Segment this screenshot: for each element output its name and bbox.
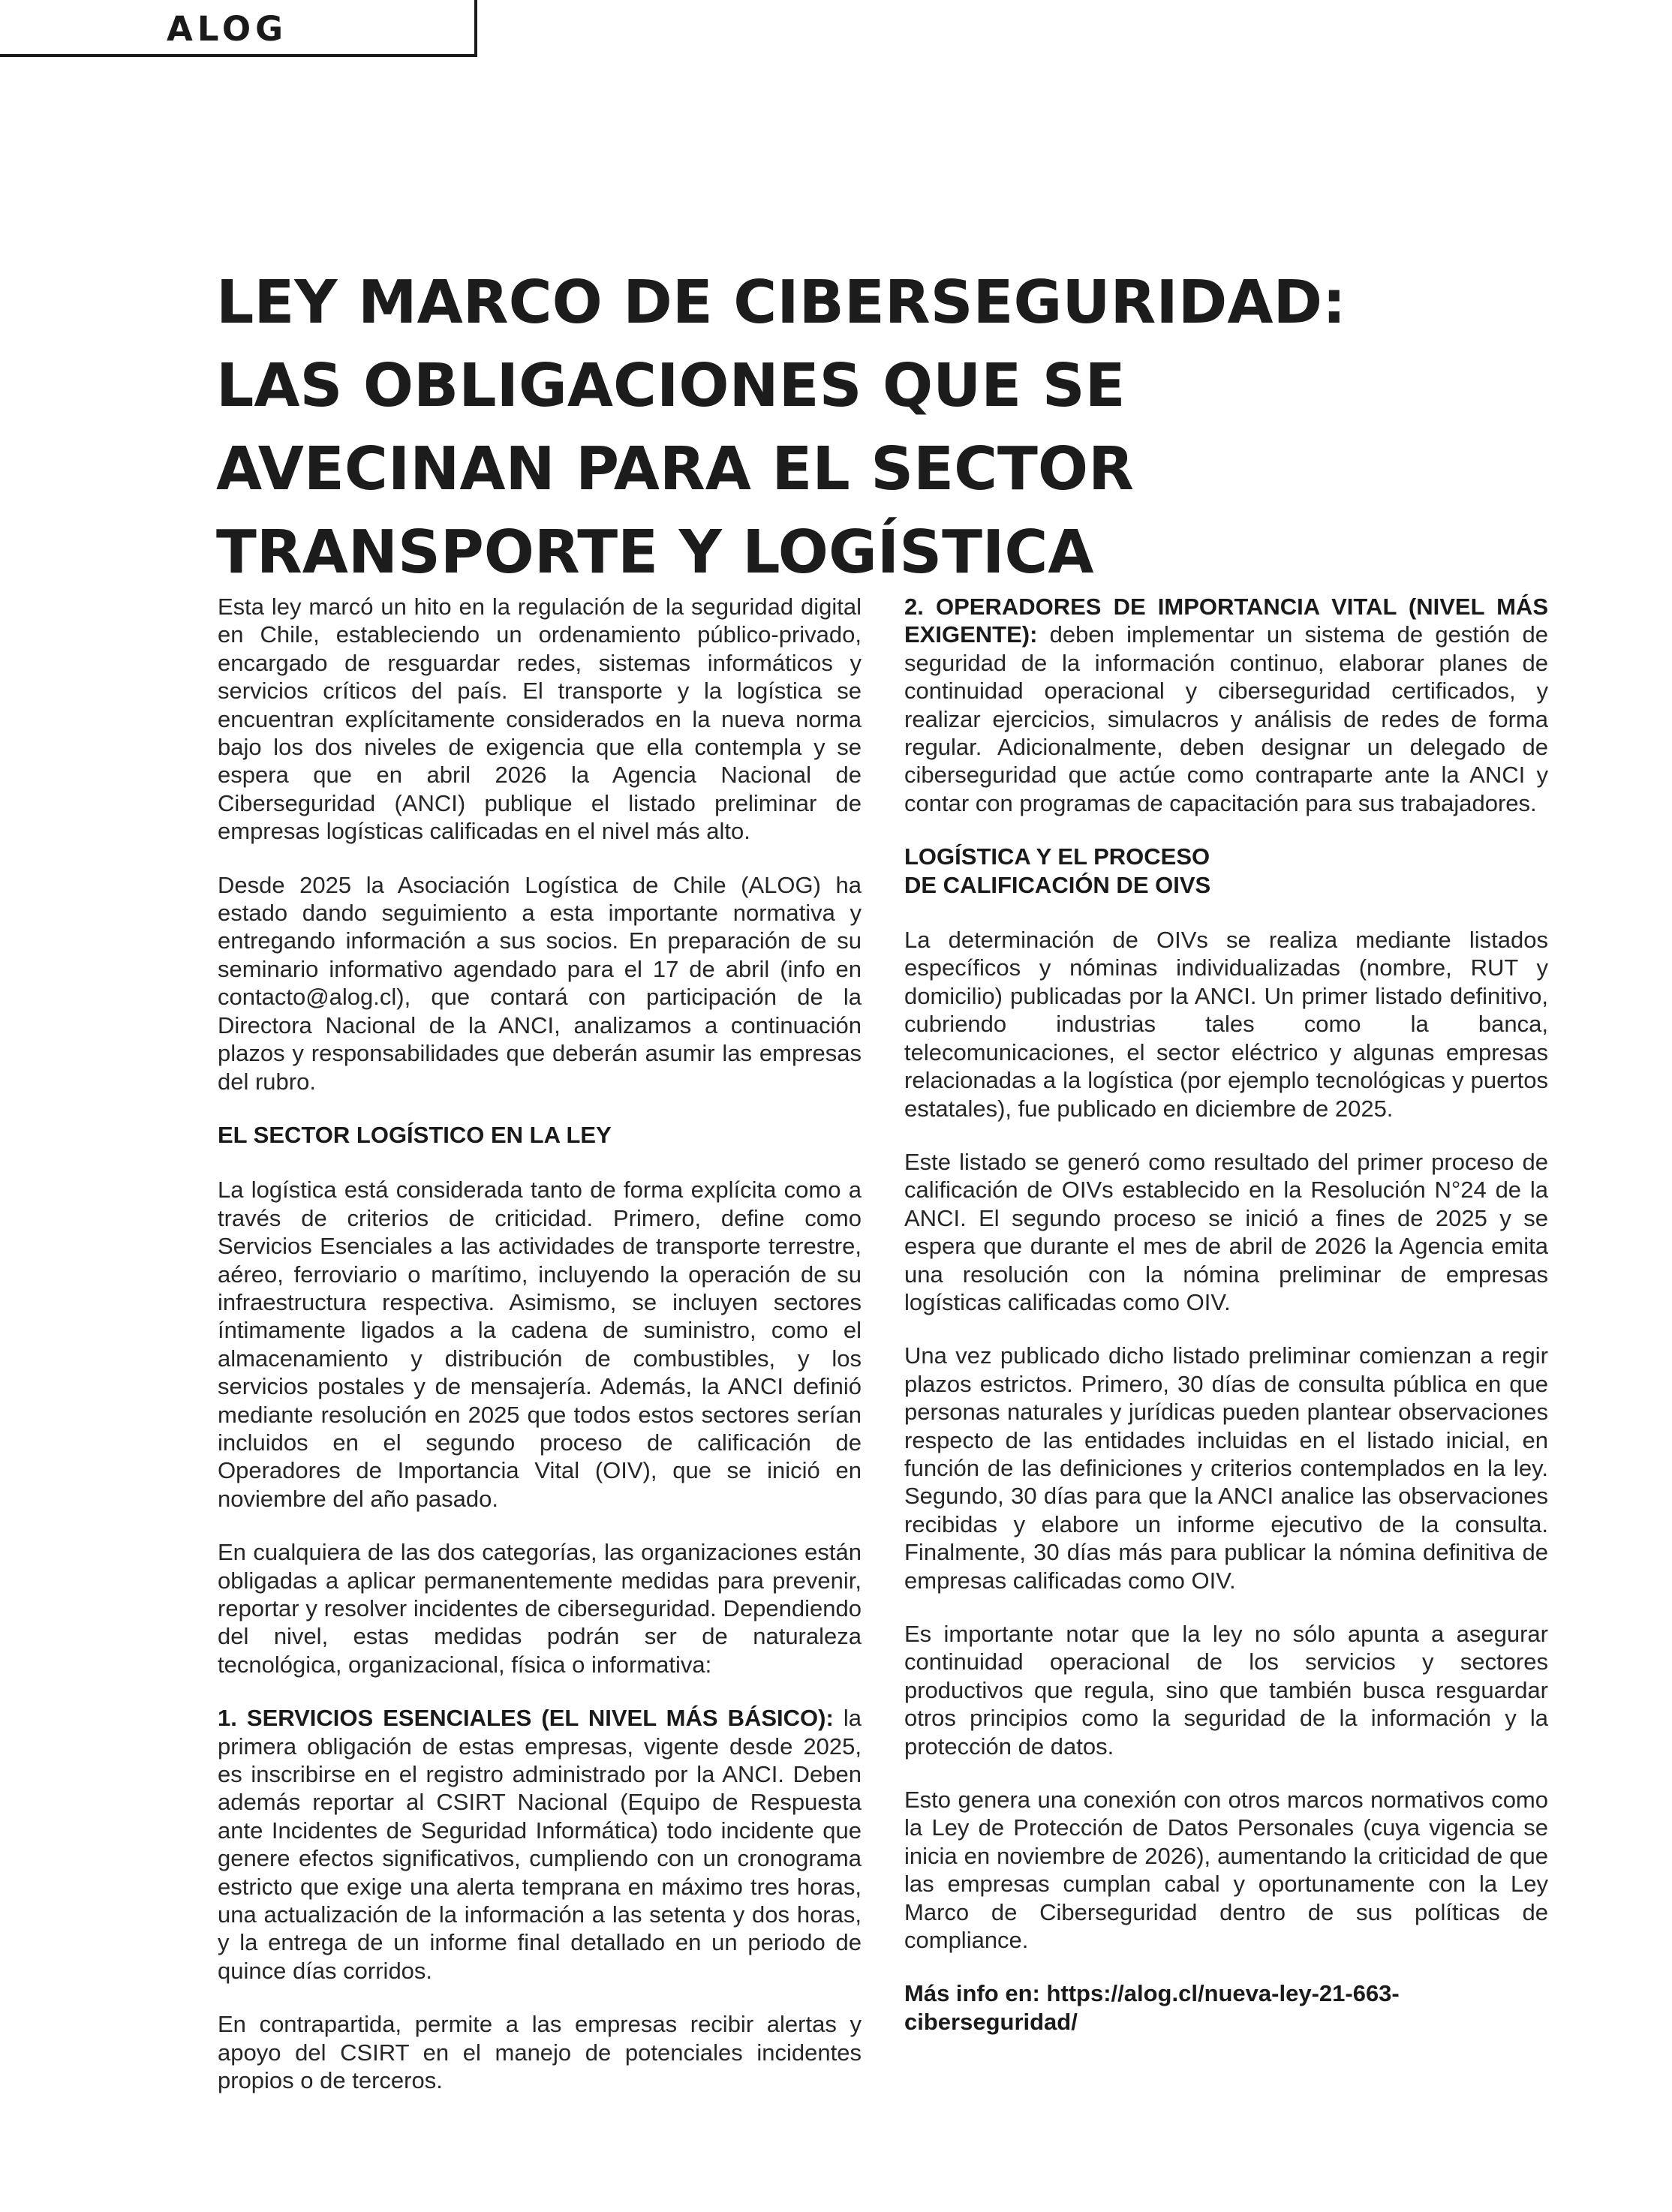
contrapartida-paragraph: En contrapartida, permite a las empresas recibir alertas y apoyo del CSIRT en el manejo de potenciales incidentes propios o de terceros. xyxy=(218,2011,862,2094)
more-info-link[interactable]: Más info en: https://alog.cl/nueva-ley-21-663-ciberseguridad/ xyxy=(904,1980,1400,2035)
section-tag-label: ALOG xyxy=(167,9,288,49)
headline-line-1: LEY MARCO DE CIBERSEGURIDAD: xyxy=(216,268,1346,337)
categories-paragraph: En cualquiera de las dos categorías, las organizaciones están obligadas a aplicar permanentemente medidas para prevenir, reportar y resolver incidentes de ciberseguridad. Dependiendo del nivel, estas medidas podrán ser de naturaleza tecnológica, organizacional, física o informativa: xyxy=(218,1539,862,1678)
servicios-esenciales-paragraph xyxy=(218,1704,862,1985)
alog-paragraph: Desde 2025 la Asociación Logística de Chile (ALOG) ha estado dando seguimiento a esta importante normativa y entregando información a sus socios. En preparación de su seminario informativo agendado para el 17 de abril (info en contacto@alog.cl), que contará con participación de la Directora Nacional de la ANCI, analizamos a continuación plazos y responsabilidades que deberán asumir las empresas del rubro. xyxy=(218,871,862,1095)
oiv-body: deben implementar un sistema de gestión de seguridad de la información continuo, elaborar planes de continuidad operacional y ciberseguridad certificados, y realizar ejercicios, simulacros y análisis de redes de forma regular. Adicionalmente, deben designar un delegado de ciberseguridad que actúe como contraparte ante la ANCI y contar con programas de capacitación para sus trabajadores. xyxy=(904,621,1548,816)
servicios-esenciales-body: la primera obligación de estas empresas, vigente desde 2025, es inscribirse en el registro administrado por la ANCI. Deben además reportar al CSIRT Nacional (Equipo de Respuesta ante Incidentes de Seguridad Informática) todo incidente que genere efectos significativos, cumpliendo con un cronograma estricto que exige una alerta temprana en máximo tres horas, una actualización de la información a las setenta y dos horas, y la entrega de un informe final detallado en un periodo de quince días corridos. xyxy=(218,1705,862,1984)
section-heading-calificacion xyxy=(904,843,1548,899)
headline-line-4: TRANSPORTE Y LOGÍSTICA xyxy=(216,518,1094,587)
principios-paragraph: Es importante notar que la ley no sólo apunta a asegurar continuidad operacional de los servicios y sectores productivos que regula, sino que también busca resguardar otros principios como la seguridad de la información y la protección de datos. xyxy=(904,1621,1548,1760)
headline-line-2: LAS OBLIGACIONES QUE SE xyxy=(216,351,1126,420)
right-column xyxy=(904,593,1548,2061)
headline-line-3: AVECINAN PARA EL SECTOR xyxy=(216,434,1134,503)
servicios-esenciales-lead: 1. SERVICIOS ESENCIALES (EL NIVEL MÁS BÁSICO): xyxy=(218,1705,834,1732)
oiv-lead: 2. OPERADORES DE IMPORTANCIA VITAL (NIVEL MÁS EXIGENTE): xyxy=(904,594,1548,648)
article-headline xyxy=(216,261,1492,594)
section-heading-sector: EL SECTOR LOGÍSTICO EN LA LEY xyxy=(218,1121,612,1148)
section-tag xyxy=(0,0,477,57)
determinacion-paragraph: La determinación de OIVs se realiza mediante listados específicos y nóminas individualizadas (nombre, RUT y domicilio) publicadas por la ANCI. Un primer listado definitivo, cubriendo industrias tales como la banca, telecomunicaciones, el sector eléctrico y algunas empresas relacionadas a la logística (por ejemplo tecnológicas y puertos estatales), fue publicado en diciembre de 2025. xyxy=(904,927,1548,1122)
section-heading-calificacion-line-2: DE CALIFICACIÓN DE OIVS xyxy=(904,871,1211,898)
sector-paragraph: La logística está considerada tanto de forma explícita como a través de criterios de criticidad. Primero, define como Servicios Esenciales a las actividades de transporte terrestre, aéreo, ferroviario o marítimo, incluyendo la operación de su infraestructura respectiva. Asimismo, se incluyen sectores íntimamente ligados a la cadena de suministro, como el almacenamiento y distribución de combustibles, y los servicios postales y de mensajería. Además, la ANCI definió mediante resolución en 2025 que todos estos sectores serían incluidos en el segundo proceso de calificación de Operadores de Importancia Vital (OIV), que se inició en noviembre del año pasado. xyxy=(218,1177,862,1512)
conexion-paragraph: Esto genera una conexión con otros marcos normativos como la Ley de Protección de Datos Personales (cuya vigencia se inicia en noviembre de 2026), aumentando la criticidad de que las empresas cumplan cabal y oportunamente con la Ley Marco de Ciberseguridad dentro de sus políticas de compliance. xyxy=(904,1787,1548,1954)
oiv-paragraph xyxy=(904,593,1548,817)
section-heading-calificacion-line-1: LOGÍSTICA Y EL PROCESO xyxy=(904,843,1210,870)
plazos-paragraph: Una vez publicado dicho listado preliminar comienzan a regir plazos estrictos. Primero, 30 días de consulta pública en que personas naturales y jurídicas pueden plantear observaciones respecto de las entidades incluidas en el listado inicial, en función de las definiciones y criterios contemplados en la ley. Segundo, 30 días para que la ANCI analice las observaciones recibidas y elabore un informe ejecutivo de la consulta. Finalmente, 30 días más para publicar la nómina definitiva de empresas calificadas como OIV. xyxy=(904,1342,1548,1594)
listado-paragraph: Este listado se generó como resultado del primer proceso de calificación de OIVs establecido en la Resolución N°24 de la ANCI. El segundo proceso se inició a fines de 2025 y se espera que durante el mes de abril de 2026 la Agencia emita una resolución con la nómina preliminar de empresas logísticas calificadas como OIV. xyxy=(904,1148,1548,1315)
left-column xyxy=(218,593,862,2120)
intro-paragraph: Esta ley marcó un hito en la regulación de la seguridad digital en Chile, estableciendo un ordenamiento público-privado, encargado de resguardar redes, sistemas informáticos y servicios críticos del país. El transporte y la logística se encuentran explícitamente considerados en la nueva norma bajo los dos niveles de exigencia que ella contempla y se espera que en abril 2026 la Agencia Nacional de Ciberseguridad (ANCI) publique el listado preliminar de empresas logísticas calificadas en el nivel más alto. xyxy=(218,594,862,845)
